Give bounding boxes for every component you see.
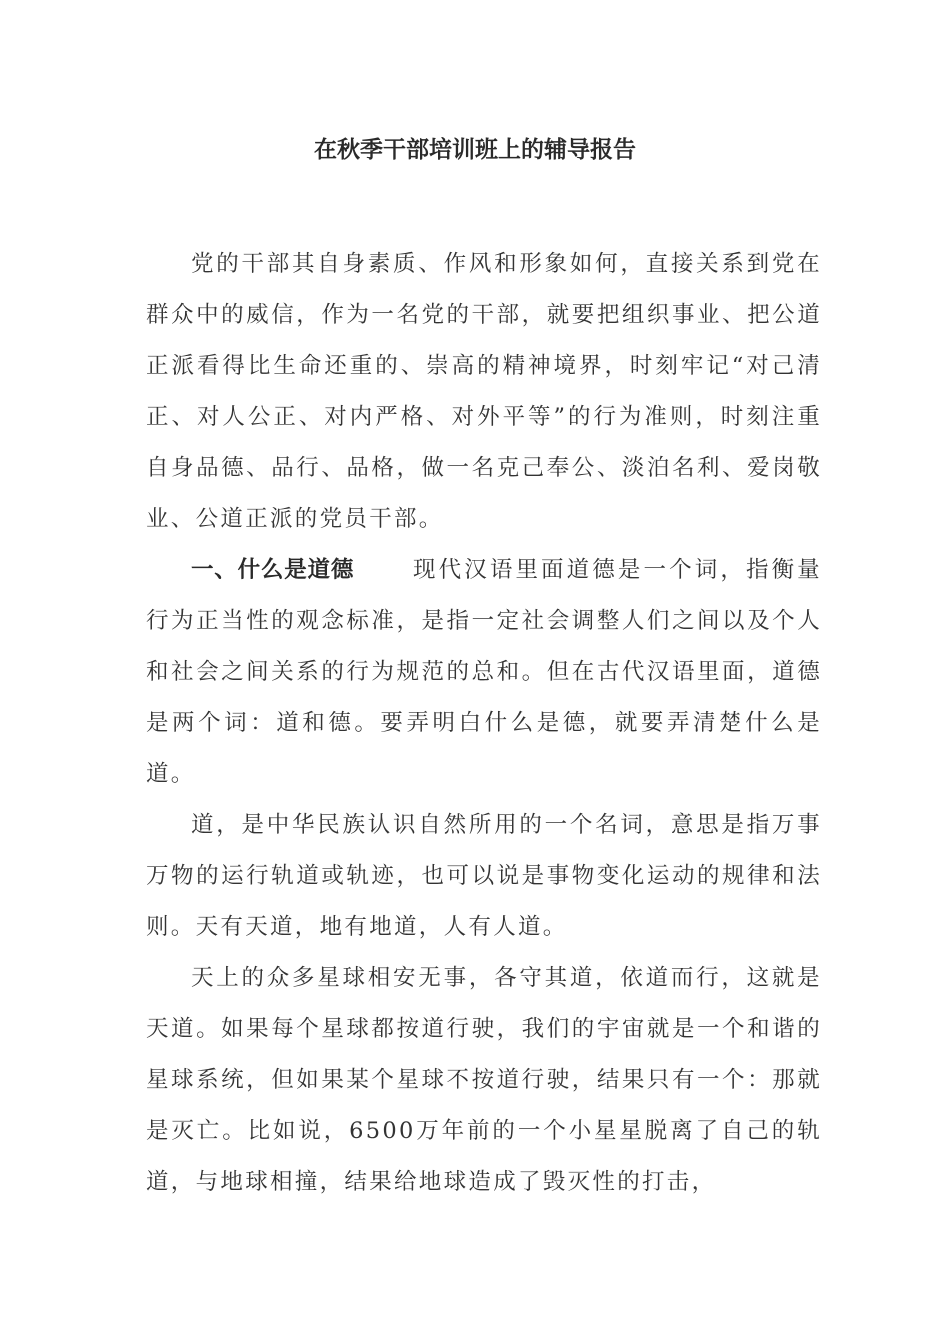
paragraph-tiandao: 天上的众多星球相安无事，各守其道，依道而行，这就是天道。如果每个星球都按道行驶，我们的宇宙就是一个和谐的星球系统，但如果某个星球不按道行驶，结果只有一个：那就是灭亡。比如说，6500万年前的一个小星星脱离了自己的轨道，与地球相撞，结果给地球造成了毁灭性的打击， bbox=[146, 965, 822, 1195]
paragraph-intro: 党的干部其自身素质、作风和形象如何，直接关系到党在群众中的威信，作为一名党的干部，就要把组织事业、把公道正派看得比生命还重的、崇高的精神境界，时刻牢记“对己清正、对人公正、对内严格、对外平等”的行为准则，时刻注重自身品德、品行、品格，做一名克己奉公、淡泊名利、爱岗敬业、公道正派的党员干部。 bbox=[146, 251, 822, 532]
section-heading: 一、什么是道德 bbox=[191, 557, 355, 583]
paragraph-section-1 bbox=[146, 545, 822, 800]
document-body bbox=[146, 239, 822, 1208]
section-1-text: 现代汉语里面道德是一个词，指衡量行为正当性的观念标准，是指一定社会调整人们之间以及个人和社会之间关系的行为规范的总和。但在古代汉语里面，道德是两个词：道和德。要弄明白什么是德，就要弄清楚什么是道。 bbox=[146, 557, 822, 787]
document-title: 在秋季干部培训班上的辅导报告 bbox=[314, 137, 636, 163]
paragraph-dao: 道，是中华民族认识自然所用的一个名词，意思是指万事万物的运行轨道或轨迹，也可以说是事物变化运动的规律和法则。天有天道，地有地道，人有人道。 bbox=[146, 812, 822, 940]
